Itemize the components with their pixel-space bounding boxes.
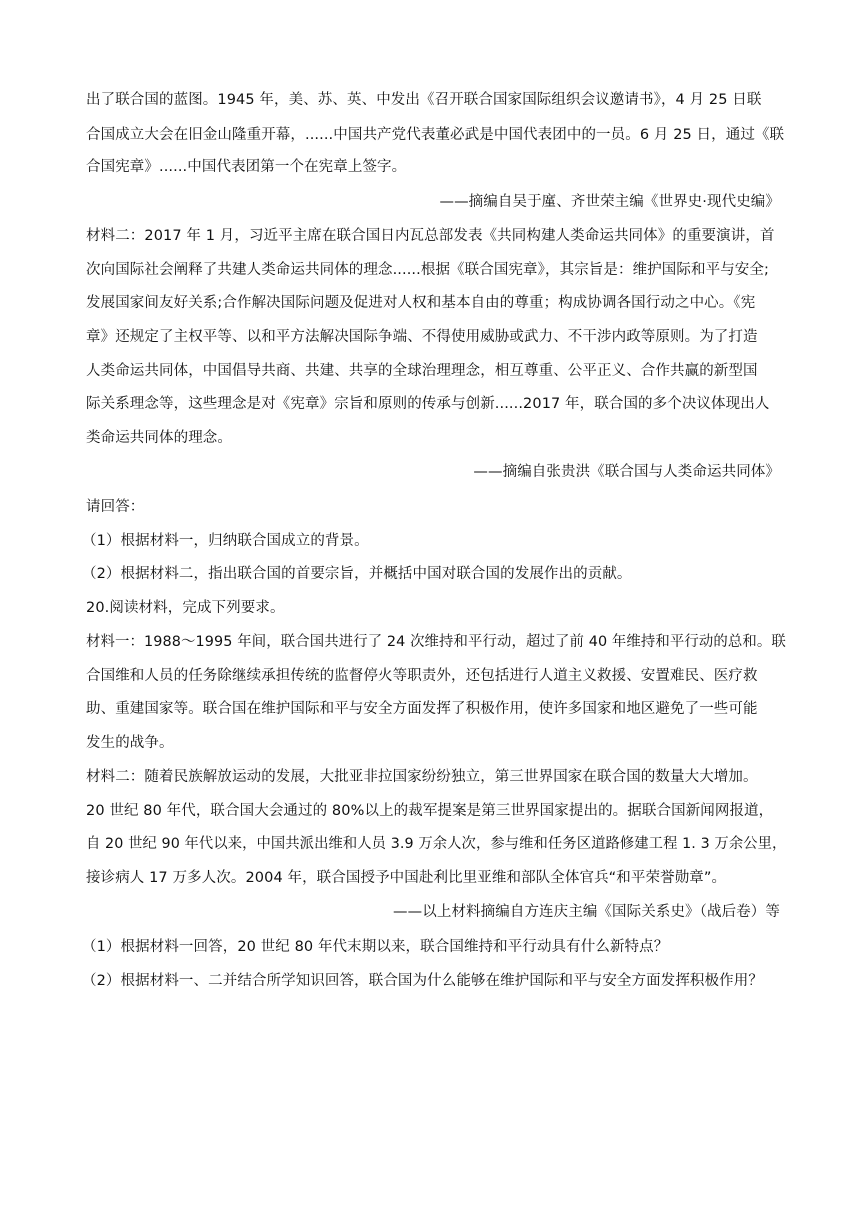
text-line: 助、重建国家等。联合国在维护国际和平与安全方面发挥了积极作用，使许多国家和地区避免了一些可能 (86, 701, 758, 717)
text-line: 20 世纪 80 年代，联合国大会通过的 80%以上的裁军提案是第三世界国家提出的。据联合国新闻网报道， (86, 803, 774, 819)
question-item: （1）根据材料一回答，20 世纪 80 年代末期以来，联合国维持和平行动具有什么新特点？ (82, 939, 669, 955)
text-line: 合国成立大会在旧金山隆重开幕，......中国共产党代表董必武是中国代表团中的一员。6 月 25 日，通过《联 (86, 127, 785, 143)
text-line: 出了联合国的蓝图。1945 年，美、苏、英、中发出《召开联合国家国际组织会议邀请书》，4 月 25 日联 (86, 92, 762, 108)
question-item: （1）根据材料一，归纳联合国成立的背景。 (82, 533, 369, 549)
question-prompt: 请回答： (86, 499, 145, 515)
question-heading: 20.阅读材料，完成下列要求。 (86, 600, 285, 616)
text-line: 材料一：1988～1995 年间，联合国共进行了 24 次维持和平行动，超过了前 40 年维持和平行动的总和。联 (86, 634, 786, 650)
text-line: 自 20 世纪 90 年代以来，中国共派出维和人员 3.9 万余人次，参与维和任务区道路修建工程 1. 3 万余公里， (86, 836, 787, 852)
text-line: 材料二：随着民族解放运动的发展，大批亚非拉国家纷纷独立，第三世界国家在联合国的数量大大增加。 (86, 769, 758, 785)
source-citation: ——摘编自张贵洪《联合国与人类命运共同体》 (473, 464, 780, 480)
text-line: 类命运共同体的理念。 (86, 430, 232, 446)
source-citation: ——以上材料摘编自方连庆主编《国际关系史》（战后卷）等 (393, 904, 780, 920)
question-item: （2）根据材料一、二并结合所学知识回答，联合国为什么能够在维护国际和平与安全方面发挥积极作用？ (82, 973, 763, 989)
source-citation: ——摘编自吴于廑、齐世荣主编《世界史·现代史编》 (439, 194, 780, 210)
text-line: 合国维和人员的任务除继续承担传统的监督停火等职责外，还包括进行人道主义救援、安置难民、医疗救 (86, 668, 758, 684)
text-line: 章》还规定了主权平等、以和平方法解决国际争端、不得使用威胁或武力、不干涉内政等原则。为了打造 (86, 329, 758, 345)
text-line: 材料二：2017 年 1 月，习近平主席在联合国日内瓦总部发表《共同构建人类命运共同体》的重要演讲，首 (86, 228, 775, 244)
text-line: 合国宪章》......中国代表团第一个在宪章上签字。 (86, 159, 407, 175)
question-item: （2）根据材料二，指出联合国的首要宗旨，并概括中国对联合国的发展作出的贡献。 (82, 566, 632, 582)
text-line: 发生的战争。 (86, 735, 174, 751)
text-line: 发展国家间友好关系;合作解决国际问题及促进对人权和基本自由的尊重；构成协调各国行动之中心。《宪 (86, 295, 756, 311)
text-line: 人类命运共同体，中国倡导共商、共建、共享的全球治理理念，相互尊重、公平正义、合作共赢的新型国 (86, 363, 758, 379)
text-line: 接诊病人 17 万多人次。2004 年，联合国授予中国赴利比里亚维和部队全体官兵“和平荣誉勋章”。 (86, 870, 727, 886)
text-line: 际关系理念等，这些理念是对《宪章》宗旨和原则的传承与创新......2017 年，联合国的多个决议体现出人 (86, 396, 770, 412)
text-line: 次向国际社会阐释了共建人类命运共同体的理念......根据《联合国宪章》，其宗旨是：维护国际和平与安全; (86, 262, 769, 278)
